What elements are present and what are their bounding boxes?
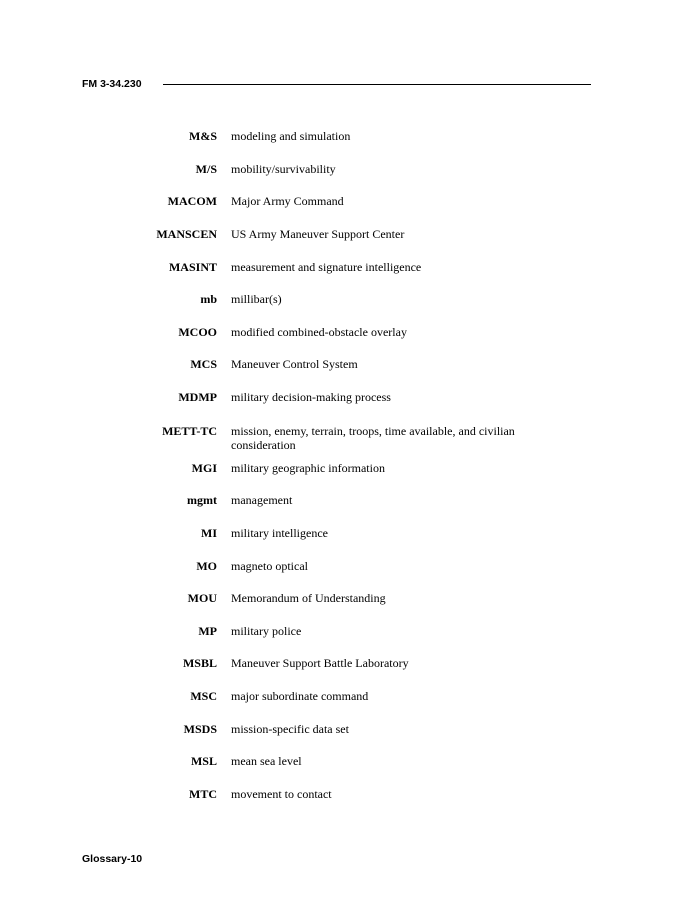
entry-abbreviation: mb <box>200 292 217 306</box>
entry-abbreviation: MACOM <box>167 194 217 208</box>
entry-abbreviation: MSDS <box>183 722 217 736</box>
entry-abbreviation: MCS <box>190 357 217 371</box>
entry-definition: Memorandum of Understanding <box>231 591 386 605</box>
entry-definition: movement to contact <box>231 787 332 801</box>
entry-definition: modified combined-obstacle overlay <box>231 325 407 339</box>
entry-abbreviation: MO <box>196 559 217 573</box>
entry-definition: US Army Maneuver Support Center <box>231 227 405 241</box>
entry-definition: measurement and signature intelligence <box>231 260 422 274</box>
entry-definition: Major Army Command <box>231 194 344 208</box>
entry-definition: military geographic information <box>231 461 385 475</box>
entry-abbreviation: MSL <box>190 754 217 768</box>
entry-abbreviation: MP <box>198 624 217 638</box>
entry-abbreviation: MASINT <box>168 260 217 274</box>
entry-abbreviation: MGI <box>191 461 217 475</box>
entry-abbreviation: MDMP <box>178 390 217 404</box>
entry-abbreviation: MSC <box>190 689 217 703</box>
entry-abbreviation: MI <box>201 526 217 540</box>
entry-abbreviation: METT-TC <box>162 424 217 438</box>
entry-abbreviation: MCOO <box>178 325 217 339</box>
entry-definition: military police <box>231 624 302 638</box>
entry-definition: management <box>231 493 293 507</box>
entry-definition: Maneuver Support Battle Laboratory <box>231 656 409 670</box>
header-rule <box>163 84 591 85</box>
entry-definition: major subordinate command <box>231 689 369 703</box>
entry-definition: mission-specific data set <box>231 722 349 736</box>
entry-definition: millibar(s) <box>231 292 282 306</box>
entry-abbreviation: MTC <box>189 787 217 801</box>
document-id: FM 3-34.230 <box>82 78 142 90</box>
entry-definition: military intelligence <box>231 526 328 540</box>
entry-definition: mean sea level <box>231 754 302 768</box>
entry-abbreviation: mgmt <box>187 493 217 507</box>
entry-abbreviation: MOU <box>187 591 217 605</box>
entry-definition: military decision-making process <box>231 390 391 404</box>
page-label: Glossary-10 <box>82 853 143 865</box>
entry-abbreviation: M/S <box>195 162 217 176</box>
entry-definition: modeling and simulation <box>231 129 351 143</box>
entry-abbreviation: MSBL <box>182 656 217 670</box>
entry-abbreviation: M&S <box>189 129 217 143</box>
entry-definition: mobility/survivability <box>231 162 336 176</box>
entry-definition: Maneuver Control System <box>231 357 358 371</box>
entry-definition: magneto optical <box>231 559 308 573</box>
entry-abbreviation: MANSCEN <box>156 227 217 241</box>
entry-definition: mission, enemy, terrain, troops, time available, and civilian consideration <box>231 424 515 452</box>
